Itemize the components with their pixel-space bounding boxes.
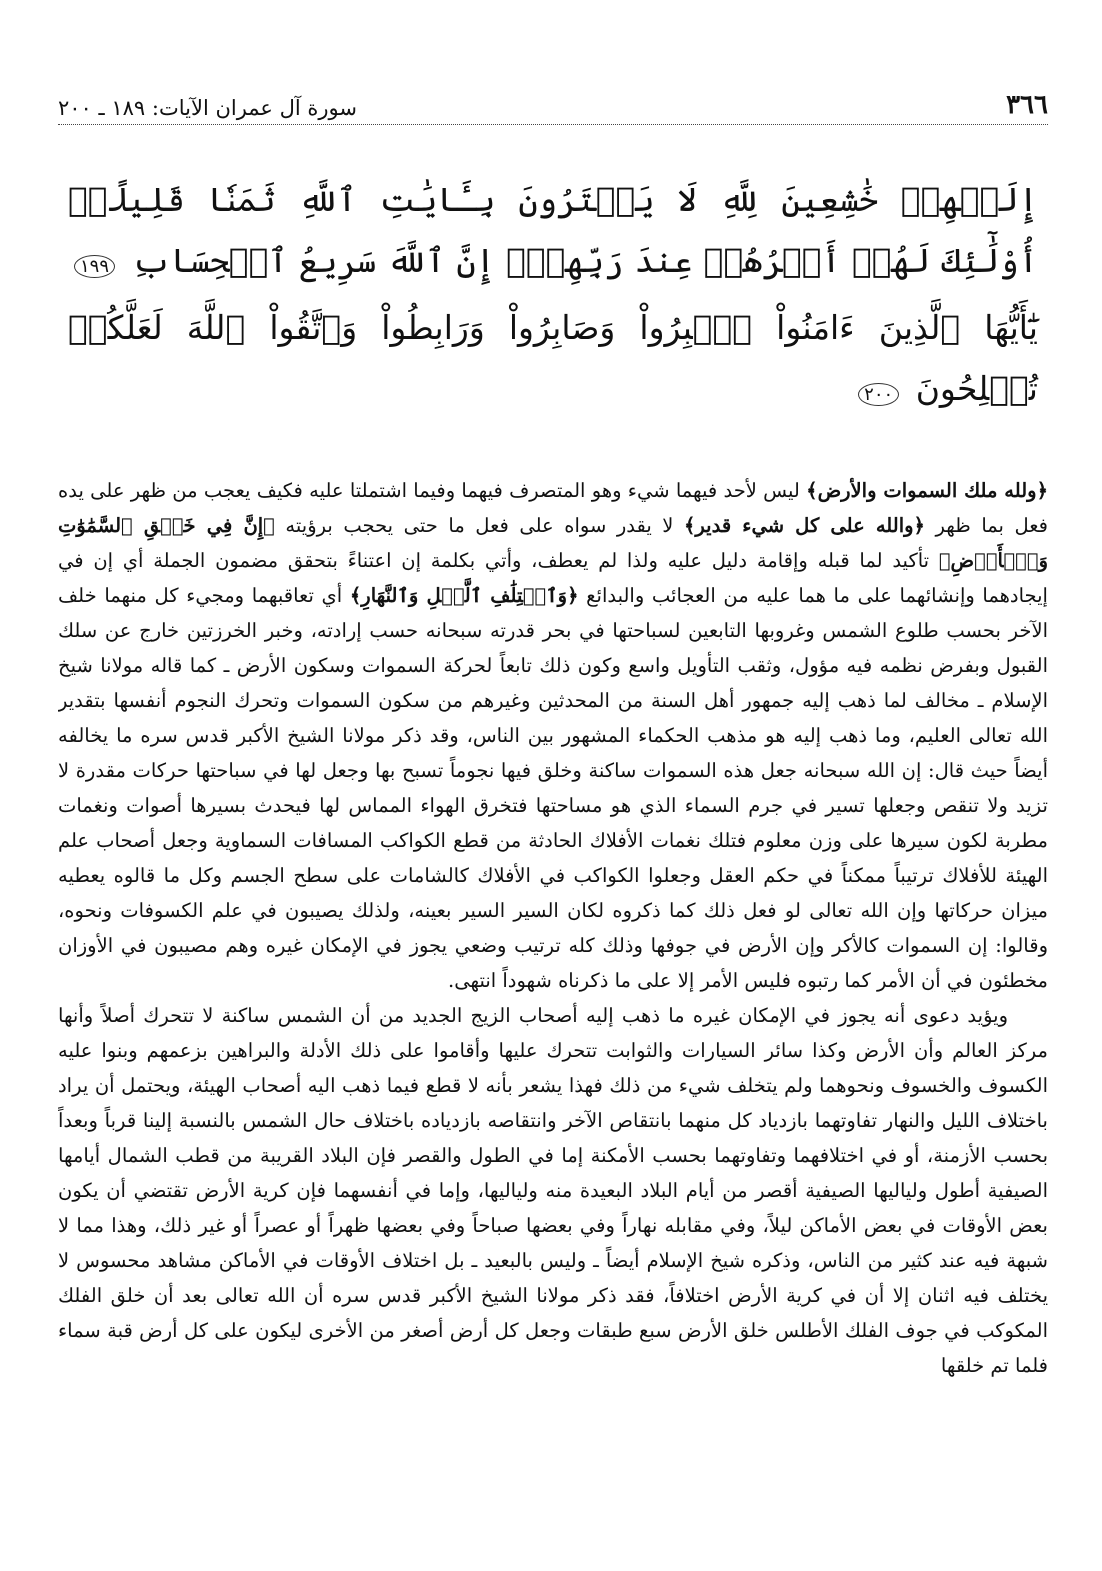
page-number: ٣٦٦ (1006, 90, 1048, 120)
verse-200-text: يَٰٓأَيُّهَا ٱلَّذِينَ ءَامَنُواْ ٱصۡبِرُواْ وَصَابِرُواْ وَرَابِطُواْ وَٱتَّقُواْ ٱللَّهَ لَعَلَّكُمۡ تُفۡلِحُونَ (68, 308, 1038, 408)
commentary-span: تأكيد لما قبله وإقامة دليل عليه ولذا لم يعطف، وأتي بكلمة إن اعتناءً بتحقق مضمون الجملة أي إن في إيجادهما وإنشائهما على ما هما عليه من العجائب والبدائع (58, 549, 1048, 607)
quoted-verse: ﴿إِنَّ فِي خَلۡقِ ٱلسَّمَٰوَٰتِ وَٱلۡأَرۡضِ﴾ (58, 514, 1048, 572)
verse-199-text: إِلَيۡهِمۡ خَٰشِعِينَ لِلَّهِ لَا يَشۡتَرُونَ بِـَٔايَٰتِ ٱللَّهِ ثَمَنٗا قَلِيلًاۚ أُوْلَٰٓئِكَ لَهُمۡ أَجۡرُهُمۡ عِندَ رَبِّهِمۡۗ إِنَّ ٱللَّهَ سَرِيعُ ٱلۡحِسَابِ (68, 180, 1038, 280)
commentary-span: لا يقدر سواه على فعل ما حتى يحجب برؤيته (274, 514, 684, 537)
verse-number-marker: ٢٠٠ (858, 383, 899, 406)
quran-verses (58, 169, 1048, 425)
page-header (58, 80, 1048, 125)
running-title: سورة آل عمران الآيات: ١٨٩ ـ ٢٠٠ (58, 96, 357, 120)
commentary-span: ليس لأحد فيهما شيء وهو المتصرف فيهما وفيما اشتملتا عليه فكيف يعجب من ظهر على يده فعل بما ظهر (58, 479, 1048, 537)
commentary-paragraph (58, 473, 1048, 998)
verse-number-marker: ١٩٩ (74, 255, 115, 278)
commentary-text (58, 473, 1048, 1383)
quoted-verse: ﴿والله على كل شيء قدير﴾ (683, 514, 925, 537)
commentary-paragraph: ويؤيد دعوى أنه يجوز في الإمكان غيره ما ذهب إليه أصحاب الزيج الجديد من أن الشمس ساكنة لا تتحرك أصلاً وأنها مركز العالم وأن الأرض وكذا سائر السيارات والثوابت تتحرك عليها وأقاموا على ذلك الأدلة والبراهين بزعمهم وبنوا عليه الكسوف والخسوف ونحوهما ولم يتخلف شيء من ذلك فهذا يشعر بأنه لا قطع فيما ذهب اليه أصحاب الهيئة، ويحتمل أن يراد باختلاف الليل والنهار تفاوتهما بازدياد كل منهما بانتقاص الآخر وانتقاصه بازدياده باختلاف حال الشمس بالنسبة إلينا قرباً وبعداً بحسب الأزمنة، أو في اختلافهما وتفاوتهما بحسب الأمكنة إما في الطول والقصر فإن البلاد القريبة من قطب الشمال أيامها الصيفية أطول ولياليها الصيفية أقصر من أيام البلاد البعيدة منه ولياليها، وإما في أنفسهما فإن كرية الأرض تقتضي أن يكون بعض الأوقات في بعض الأماكن ليلاً، وفي مقابله نهاراً وفي بعضها صباحاً وفي بعضها ظهراً أو عصراً أو غير ذلك، وهذا مما لا شبهة فيه عند كثير من الناس، وذكره شيخ الإسلام أيضاً ـ وليس بالبعيد ـ بل اختلاف الأوقات في الأماكن مشاهد محسوس لا يختلف فيه اثنان إلا أن في كرية الأرض اختلافاً، فقد ذكر مولانا الشيخ الأكبر قدس سره أن الله تعالى بعد أن خلق الفلك المكوكب في جوف الفلك الأطلس خلق الأرض سبع طبقات وجعل كل أرض أصغر من الأخرى ليكون على كل أرض قبة سماء فلما تم خلقها (58, 1004, 1048, 1377)
quoted-verse: ﴿ولله ملك السموات والأرض﴾ (806, 479, 1048, 502)
quoted-verse: ﴿وَٱخۡتِلَٰفِ ٱلَّيۡلِ وَٱلنَّهَارِ﴾ (349, 584, 579, 607)
commentary-span: أي تعاقبهما ومجيء كل منهما خلف الآخر بحسب طلوع الشمس وغروبها التابعين لسباحتها في بحر قدرته سبحانه حسب إرادته، وخبر الخرزتين خارج عن سلك القبول وبفرض نظمه فيه مؤول، وثقب التأويل واسع وكون ذلك تابعاً لحركة السموات وسكون الأرض ـ كما قاله مولانا شيخ الإسلام ـ مخالف لما ذهب إليه جمهور أهل السنة من المحدثين وغيرهم من سكون السموات وتحرك النجوم أنفسها بتقدير الله تعالى العليم، وما ذهب إليه هو مذهب الحكماء المشهور بين الناس، وقد ذكر مولانا الشيخ الأكبر قدس سره ما يخالفه أيضاً حيث قال: إن الله سبحانه جعل هذه السموات ساكنة وخلق فيها نجوماً تسبح بها وجعل لها في سباحتها حركات مقدرة لا تزيد ولا تنقص وجعلها تسير في جرم السماء الذي هو مساحتها فتخرق الهواء المماس لها فيحدث بسيرها أصوات ونغمات مطربة لكون سيرها على وزن معلوم فتلك نغمات الأفلاك الحادثة من قطع الكواكب المسافات السماوية وجعل أصحاب علم الهيئة للأفلاك ترتيباً ممكناً في حكم العقل وجعلوا الكواكب في الأفلاك كالشامات على سطح الجسم وكل ما قالوه يعطيه ميزان حركاتها وإن الله تعالى لو فعل ذلك كما ذكروه لكان السير السير بعينه، ولذلك يصيبون في علم الكسوفات ونحوه، وقالوا: إن السموات كالأكر وإن الأرض في جوفها وذلك كله ترتيب وضعي يجوز في الإمكان غيره وهم مصيبون في الأوزان مخطئون في أن الأمر كما رتبوه فليس الأمر إلا على ما ذكرناه شهوداً انتهى. (58, 584, 1048, 992)
book-page (58, 80, 1048, 1540)
